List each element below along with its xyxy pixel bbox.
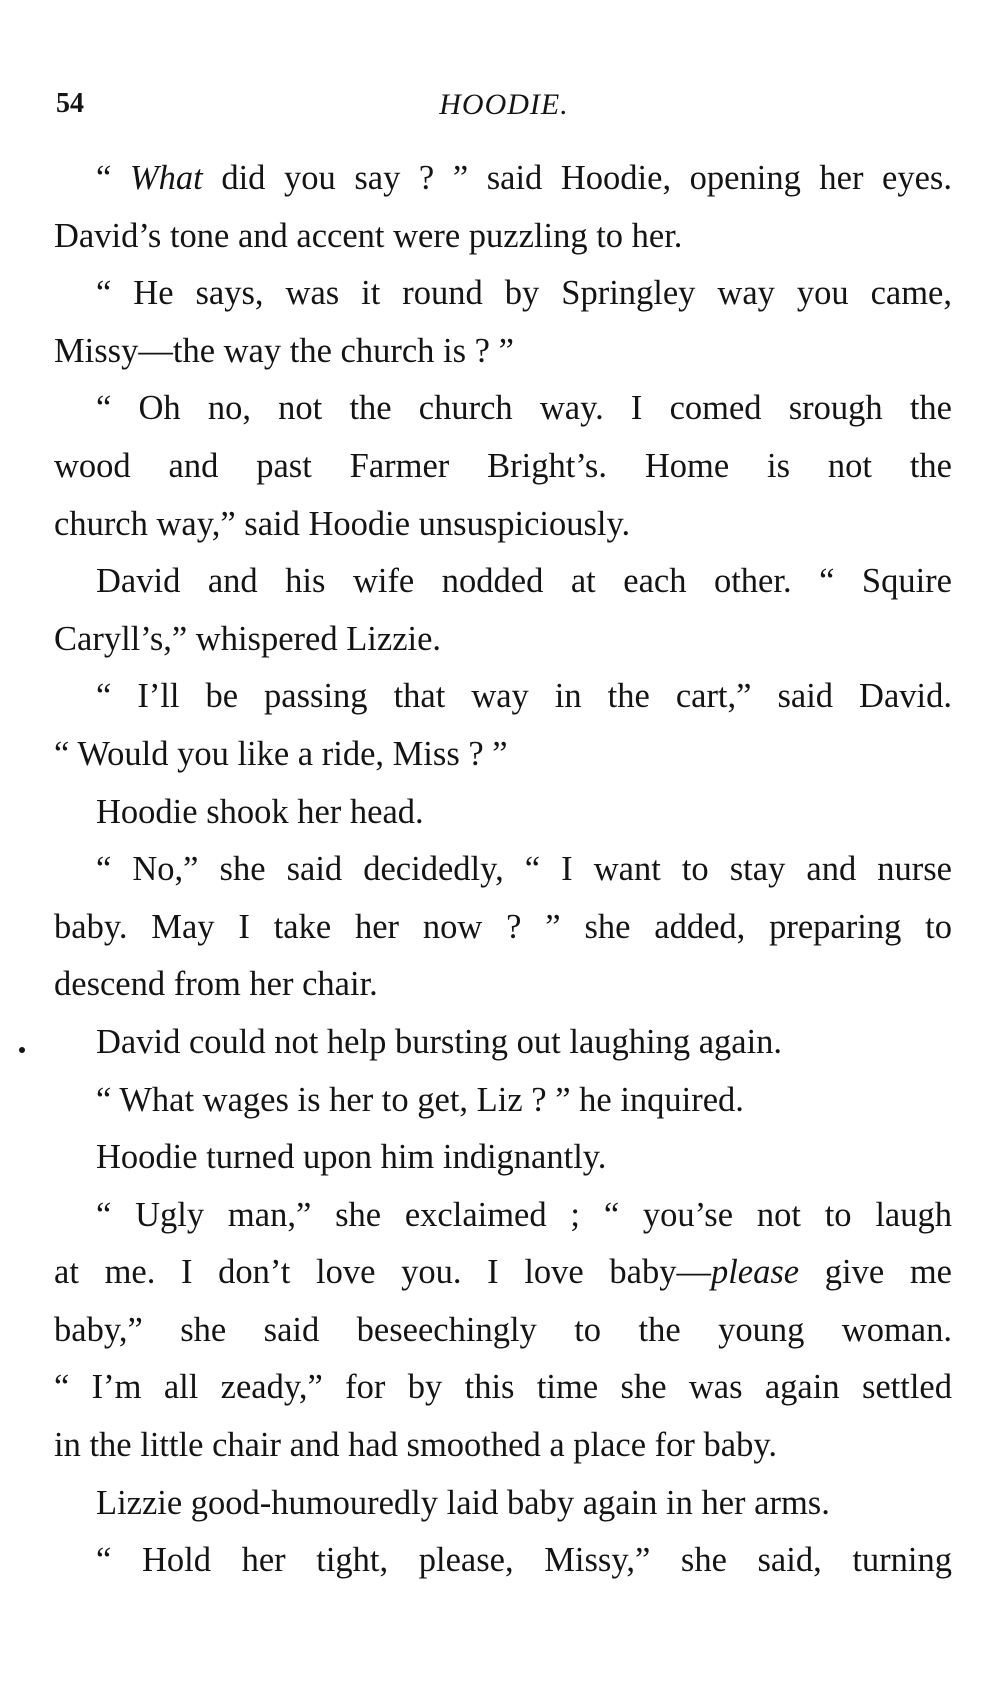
text-segment: at me. I don’t love you. I love baby— bbox=[54, 1253, 711, 1292]
text-segment: give me bbox=[799, 1253, 952, 1292]
text-line: Caryll’s,” whispered Lizzie. bbox=[54, 619, 442, 658]
text-line: “ Oh no, not the church way. I comed srough the bbox=[96, 389, 952, 428]
print-speck bbox=[19, 1047, 25, 1053]
text-segment: did you say ? ” said Hoodie, opening her eyes. bbox=[202, 159, 952, 197]
running-head: HOODIE. bbox=[439, 88, 569, 121]
text-line: “ Hold her tight, please, Missy,” she said, turning bbox=[96, 1541, 952, 1580]
italic-emphasis: What bbox=[129, 159, 203, 197]
text-line: descend from her chair. bbox=[54, 965, 378, 1004]
page-header bbox=[56, 88, 952, 128]
text-line: Hoodie turned upon him indignantly. bbox=[96, 1138, 607, 1177]
text-line: “ Would you like a ride, Miss ? ” bbox=[54, 734, 508, 773]
text-line bbox=[54, 1244, 952, 1302]
text-line: Missy—the way the church is ? ” bbox=[54, 331, 514, 370]
text-line: wood and past Farmer Bright’s. Home is not the bbox=[54, 446, 952, 485]
text-line: in the little chair and had smoothed a place for baby. bbox=[54, 1426, 777, 1465]
text-line: “ I’m all zeady,” for by this time she was again settled bbox=[54, 1368, 952, 1407]
text-line: “ I’ll be passing that way in the cart,” said David. bbox=[96, 677, 952, 716]
text-line: David could not help bursting out laughing again. bbox=[96, 1022, 783, 1061]
text-line: Lizzie good-humouredly laid baby again in her arms. bbox=[96, 1483, 830, 1522]
text-line: David’s tone and accent were puzzling to her. bbox=[54, 216, 683, 255]
text-line: “ Ugly man,” she exclaimed ; “ you’se not to laugh bbox=[96, 1195, 952, 1234]
text-line: “ What wages is her to get, Liz ? ” he inquired. bbox=[96, 1080, 744, 1119]
text-line: baby,” she said beseechingly to the young woman. bbox=[54, 1310, 952, 1349]
text-line: “ No,” she said decidedly, “ I want to stay and nurse bbox=[96, 850, 952, 889]
text-line: David and his wife nodded at each other. “ Squire bbox=[96, 562, 952, 601]
page-number: 54 bbox=[56, 88, 84, 119]
italic-emphasis: please bbox=[710, 1253, 800, 1292]
text-line: baby. May I take her now ? ” she added, preparing to bbox=[54, 907, 952, 946]
text-segment: “ bbox=[96, 159, 130, 197]
text-line: church way,” said Hoodie unsuspiciously. bbox=[54, 504, 631, 543]
text-line: Hoodie shook her head. bbox=[96, 792, 424, 831]
text-line bbox=[54, 150, 952, 208]
text-line: “ He says, was it round by Springley way you came, bbox=[96, 274, 952, 313]
body-text bbox=[54, 150, 952, 1590]
